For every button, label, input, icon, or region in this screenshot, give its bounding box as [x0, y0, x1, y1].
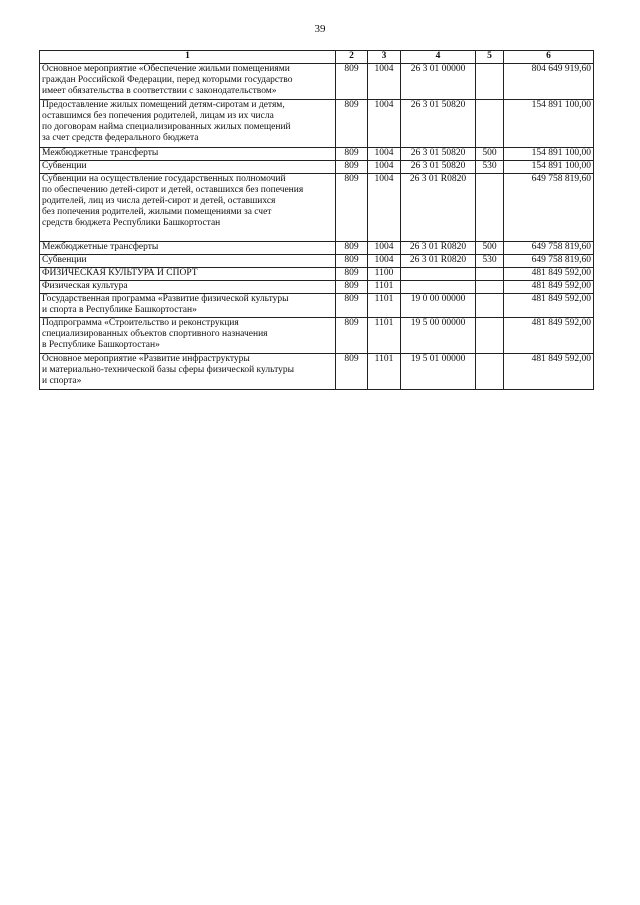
row-ministry-code: 809 [336, 100, 368, 148]
row-ministry-code: 809 [336, 268, 368, 281]
row-amount: 649 758 819,60 [504, 174, 594, 242]
row-amount: 649 758 819,60 [504, 255, 594, 268]
row-target-code: 19 5 01 00000 [401, 354, 476, 390]
header-col-1: 1 [40, 51, 336, 64]
row-section-code: 1101 [368, 281, 401, 294]
table-row [40, 64, 594, 100]
table-row [40, 354, 594, 390]
row-name: Основное мероприятие «Развитие инфраструктуры и материально-технической базы сферы физической культуры и спорта» [40, 354, 336, 390]
header-col-6: 6 [504, 51, 594, 64]
row-section-code: 1101 [368, 318, 401, 354]
row-ministry-code: 809 [336, 242, 368, 255]
row-target-code [401, 268, 476, 281]
row-target-code: 26 3 01 50820 [401, 100, 476, 148]
row-name: Межбюджетные трансферты [40, 148, 336, 161]
row-name: Основное мероприятие «Обеспечение жильми помещениями граждан Российской Федерации, перед которыми государство имеет обязательства в соответствии с законодательством» [40, 64, 336, 100]
row-name: Государственная программа «Развитие физической культуры и спорта в Республике Башкортостан» [40, 294, 336, 318]
row-amount: 481 849 592,00 [504, 281, 594, 294]
row-amount: 481 849 592,00 [504, 318, 594, 354]
row-target-code: 26 3 01 00000 [401, 64, 476, 100]
table-header-row [40, 51, 594, 64]
table-row [40, 255, 594, 268]
row-name: Физическая культура [40, 281, 336, 294]
table-row [40, 268, 594, 281]
row-amount: 481 849 592,00 [504, 268, 594, 281]
row-target-code: 19 0 00 00000 [401, 294, 476, 318]
row-name: Субвенции [40, 161, 336, 174]
row-expense-type: 500 [476, 148, 504, 161]
row-target-code: 26 3 01 50820 [401, 148, 476, 161]
row-section-code: 1004 [368, 64, 401, 100]
row-ministry-code: 809 [336, 161, 368, 174]
row-expense-type: 500 [476, 242, 504, 255]
row-target-code: 26 3 01 R0820 [401, 174, 476, 242]
row-expense-type [476, 354, 504, 390]
row-amount: 804 649 919,60 [504, 64, 594, 100]
row-name: ФИЗИЧЕСКАЯ КУЛЬТУРА И СПОРТ [40, 268, 336, 281]
row-amount: 481 849 592,00 [504, 294, 594, 318]
row-target-code: 19 5 00 00000 [401, 318, 476, 354]
row-section-code: 1004 [368, 242, 401, 255]
row-expense-type [476, 174, 504, 242]
row-amount: 154 891 100,00 [504, 100, 594, 148]
row-section-code: 1101 [368, 354, 401, 390]
row-target-code: 26 3 01 R0820 [401, 255, 476, 268]
row-expense-type [476, 64, 504, 100]
row-ministry-code: 809 [336, 148, 368, 161]
table-row [40, 294, 594, 318]
header-col-5: 5 [476, 51, 504, 64]
row-section-code: 1004 [368, 148, 401, 161]
row-target-code [401, 281, 476, 294]
row-name: Субвенции на осуществление государственных полномочий по обеспечению детей-сирот и детей, оставшихся без попечения родителей, лиц из числа детей-сирот и детей, оставшихся без попечения родителей, жилыми помещениями за счет средств бюджета Республики Башкортостан [40, 174, 336, 242]
row-section-code: 1101 [368, 294, 401, 318]
table-row [40, 100, 594, 148]
row-ministry-code: 809 [336, 174, 368, 242]
row-section-code: 1004 [368, 100, 401, 148]
row-expense-type [476, 318, 504, 354]
row-name: Межбюджетные трансферты [40, 242, 336, 255]
header-col-2: 2 [336, 51, 368, 64]
row-ministry-code: 809 [336, 294, 368, 318]
row-target-code: 26 3 01 50820 [401, 161, 476, 174]
row-expense-type [476, 281, 504, 294]
row-ministry-code: 809 [336, 354, 368, 390]
row-ministry-code: 809 [336, 64, 368, 100]
row-amount: 649 758 819,60 [504, 242, 594, 255]
header-col-4: 4 [401, 51, 476, 64]
row-amount: 481 849 592,00 [504, 354, 594, 390]
table-row [40, 318, 594, 354]
budget-table [39, 50, 594, 390]
header-col-3: 3 [368, 51, 401, 64]
row-name: Субвенции [40, 255, 336, 268]
table-row [40, 281, 594, 294]
row-expense-type: 530 [476, 161, 504, 174]
page-number: 39 [314, 23, 326, 35]
row-section-code: 1004 [368, 174, 401, 242]
row-ministry-code: 809 [336, 318, 368, 354]
row-name: Предоставление жилых помещений детям-сиротам и детям, оставшимся без попечения родителей, лицам из их числа по договорам найма специализированных жилых помещений за счет средств федерального бюджета [40, 100, 336, 148]
table-row [40, 161, 594, 174]
row-section-code: 1100 [368, 268, 401, 281]
row-amount: 154 891 100,00 [504, 148, 594, 161]
row-ministry-code: 809 [336, 281, 368, 294]
row-ministry-code: 809 [336, 255, 368, 268]
row-expense-type [476, 268, 504, 281]
row-target-code: 26 3 01 R0820 [401, 242, 476, 255]
row-section-code: 1004 [368, 161, 401, 174]
row-amount: 154 891 100,00 [504, 161, 594, 174]
table-row [40, 174, 594, 242]
row-name: Подпрограмма «Строительство и реконструкция специализированных объектов спортивного назначения в Республике Башкортостан» [40, 318, 336, 354]
table-row [40, 148, 594, 161]
row-expense-type: 530 [476, 255, 504, 268]
row-expense-type [476, 294, 504, 318]
row-expense-type [476, 100, 504, 148]
table-row [40, 242, 594, 255]
row-section-code: 1004 [368, 255, 401, 268]
